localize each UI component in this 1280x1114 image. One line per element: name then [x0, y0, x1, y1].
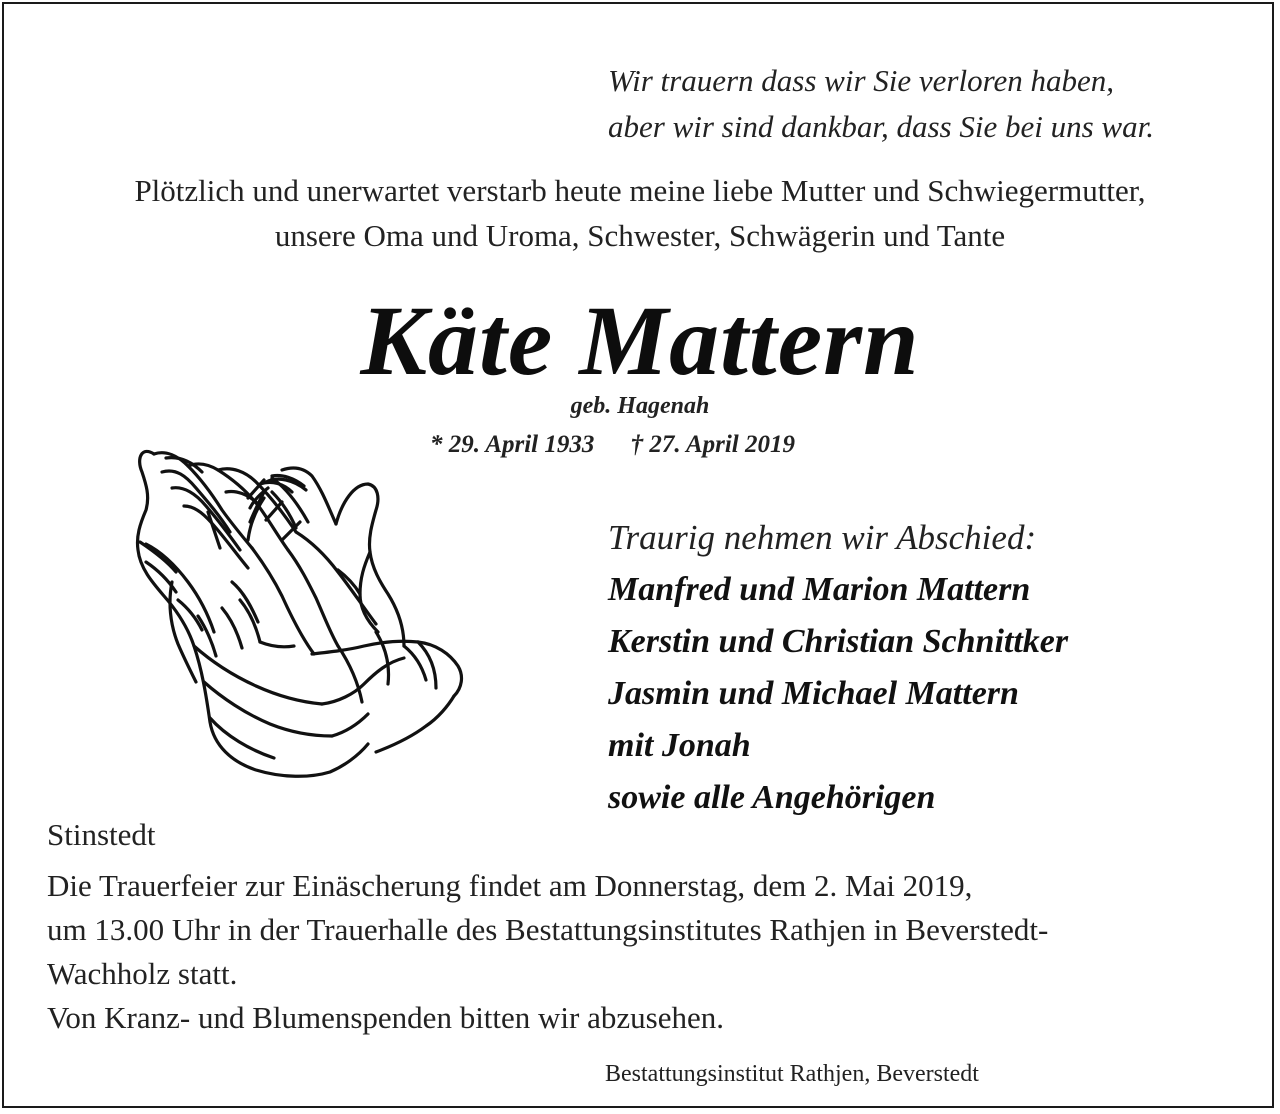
- birth-date: * 29. April 1933: [430, 431, 595, 458]
- mourner-name: sowie alle Angehörigen: [608, 779, 936, 816]
- farewell-intro: Traurig nehmen wir Abschied:: [608, 518, 1037, 557]
- mourner-name: Jasmin und Michael Mattern: [608, 675, 1019, 712]
- death-date: † 27. April 2019: [630, 431, 795, 458]
- mourner-name: Kerstin und Christian Schnittker: [608, 623, 1069, 660]
- birth-name: geb. Hagenah: [570, 393, 710, 419]
- praying-hands-icon: [132, 432, 472, 806]
- mourner-name: Manfred und Marion Mattern: [608, 571, 1031, 608]
- service-details: [47, 864, 1227, 1040]
- quote-line: Wir trauern dass wir Sie verloren haben,: [608, 63, 1115, 98]
- service-line: um 13.00 Uhr in der Trauerhalle des Bestattungsinstitutes Rathjen in Beverstedt-: [47, 912, 1049, 947]
- service-line: Wachholz statt.: [47, 956, 238, 991]
- service-line: Von Kranz- und Blumenspenden bitten wir abzusehen.: [47, 1000, 724, 1035]
- announcement-line: Plötzlich und unerwartet verstarb heute meine liebe Mutter und Schwiegermutter,: [134, 173, 1146, 208]
- service-line: Die Trauerfeier zur Einäscherung findet am Donnerstag, dem 2. Mai 2019,: [47, 868, 973, 903]
- memorial-quote: [608, 58, 1154, 150]
- deceased-name: Käte Mattern: [360, 285, 920, 396]
- mourners-block: [608, 512, 1068, 824]
- funeral-home-credit: Bestattungsinstitut Rathjen, Beverstedt: [605, 1061, 979, 1087]
- announcement-text: [0, 168, 1280, 258]
- life-dates: [430, 428, 850, 462]
- mourner-name: mit Jonah: [608, 727, 751, 764]
- announcement-line: unsere Oma und Uroma, Schwester, Schwägerin und Tante: [274, 218, 1006, 253]
- place-name: Stinstedt: [47, 817, 156, 852]
- quote-line: aber wir sind dankbar, dass Sie bei uns war.: [608, 109, 1154, 144]
